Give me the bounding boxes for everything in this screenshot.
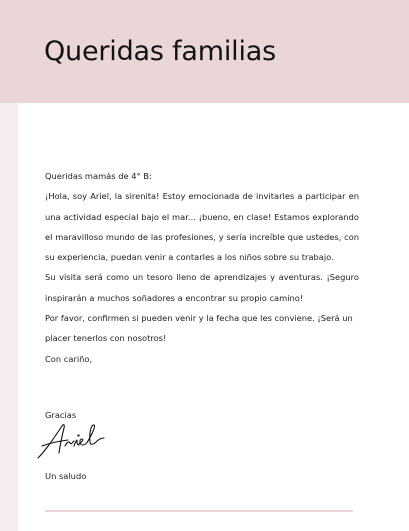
letter-closing: Con cariño, [45, 353, 93, 364]
thanks-text: Gracias [45, 410, 77, 420]
letter-salutation: Queridas mamás de 4° B: [45, 171, 152, 181]
signature-drawing [36, 420, 108, 462]
letter-paragraph-2: Su visita será como un tesoro lleno de aprendizajes y aventuras. ¡Seguro inspirarán a muchos soñadores a encontrar su propio camino! [45, 272, 359, 303]
letter-body [45, 166, 359, 369]
page-title: Queridas familias [44, 36, 276, 67]
footer-divider [45, 510, 353, 512]
header-band [0, 0, 409, 103]
letter-paragraph-3: Por favor, confirmen si pueden venir y la fecha que les conviene. ¡Será un placer tenerlos con nosotros! [45, 313, 353, 344]
farewell-text: Un saludo [45, 471, 87, 481]
handwritten-signature [36, 420, 108, 462]
letter-paragraph-1: ¡Hola, soy Ariel, la sirenita! Estoy emocionada de invitarles a participar en una actividad especial bajo el mar... ¡bueno, en clase! Estamos explorando el maravilloso mundo de las profesiones, y sería increíble que ustedes, con su experiencia, puedan venir a contarles a los niños sobre su trabajo. [45, 191, 359, 263]
